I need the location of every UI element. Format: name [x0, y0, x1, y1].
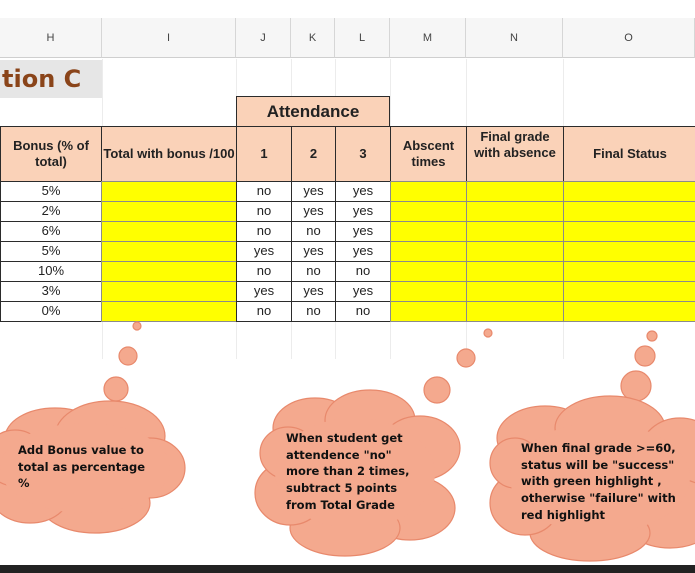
attendance-2-cell[interactable]: no [291, 301, 336, 322]
column-header-m[interactable]: M [390, 18, 466, 58]
column-header-l[interactable]: L [335, 18, 390, 58]
attendance-3-header[interactable]: 3 [335, 126, 391, 182]
attendance-2-cell[interactable]: yes [291, 201, 336, 222]
column-header-o[interactable]: O [563, 18, 695, 58]
final-grade-header[interactable]: Final grade with absence [466, 126, 564, 182]
attendance-2-cell[interactable]: no [291, 261, 336, 282]
total-with-bonus-cell[interactable] [101, 281, 237, 302]
attendance-2-cell[interactable]: yes [291, 181, 336, 202]
total-with-bonus-cell[interactable] [101, 221, 237, 242]
final-grade-cell[interactable] [466, 201, 564, 222]
absent-times-cell[interactable] [390, 181, 467, 202]
column-header-k[interactable]: K [291, 18, 335, 58]
bonus-cell[interactable]: 5% [0, 181, 102, 202]
absent-times-cell[interactable] [390, 281, 467, 302]
final-grade-cell[interactable] [466, 221, 564, 242]
cloud2-bubble-large [424, 377, 450, 403]
bonus-note-text: Add Bonus value to total as percentage % [18, 443, 146, 491]
attendance-2-cell[interactable]: no [291, 221, 336, 242]
final-grade-cell[interactable] [466, 281, 564, 302]
absent-times-header[interactable]: Abscent times [390, 126, 467, 182]
bonus-cell[interactable]: 5% [0, 241, 102, 262]
final-status-cell[interactable] [563, 241, 695, 262]
attendance-note-text: When student get attendence "no" more than 2 times, subtract 5 points from Total Grade [286, 431, 410, 512]
attendance-2-cell[interactable]: yes [291, 281, 336, 302]
total-with-bonus-cell[interactable] [101, 261, 237, 282]
final-status-cell[interactable] [563, 181, 695, 202]
attendance-3-cell[interactable]: yes [335, 221, 391, 242]
total-with-bonus-cell[interactable] [101, 241, 237, 262]
attendance-1-cell[interactable]: yes [236, 281, 292, 302]
final-status-header[interactable]: Final Status [563, 126, 695, 182]
status-note-text: When final grade >=60, status will be "success" with green highlight , otherwise "failure" with red highlight [521, 441, 676, 522]
final-status-cell[interactable] [563, 261, 695, 282]
cloud3-bubble-small [647, 331, 657, 341]
cloud3-bubble-large [621, 371, 651, 401]
section-title: tion C [0, 60, 102, 98]
bonus-cell[interactable]: 3% [0, 281, 102, 302]
column-header-n[interactable]: N [466, 18, 563, 58]
absent-times-cell[interactable] [390, 201, 467, 222]
attendance-3-cell[interactable]: yes [335, 241, 391, 262]
attendance-2-header[interactable]: 2 [291, 126, 336, 182]
bonus-cell[interactable]: 0% [0, 301, 102, 322]
attendance-3-cell[interactable]: yes [335, 181, 391, 202]
absent-times-cell[interactable] [390, 261, 467, 282]
attendance-3-cell[interactable]: no [335, 261, 391, 282]
cloud3-bubble-mid [635, 346, 655, 366]
cloud2-bubble-mid [457, 349, 475, 367]
absent-times-cell[interactable] [390, 221, 467, 242]
attendance-1-cell[interactable]: no [236, 261, 292, 282]
final-grade-cell[interactable] [466, 181, 564, 202]
bonus-header[interactable]: Bonus (% of total) [0, 126, 102, 182]
bonus-cell[interactable]: 10% [0, 261, 102, 282]
column-header-h[interactable]: H [0, 18, 102, 58]
final-status-cell[interactable] [563, 221, 695, 242]
cloud1-bubble-small [133, 322, 141, 330]
absent-times-cell[interactable] [390, 241, 467, 262]
attendance-1-cell[interactable]: no [236, 221, 292, 242]
final-grade-cell[interactable] [466, 241, 564, 262]
final-status-cell[interactable] [563, 281, 695, 302]
cloud1-bubble-large [104, 377, 128, 401]
attendance-1-cell[interactable]: no [236, 201, 292, 222]
attendance-3-cell[interactable]: no [335, 301, 391, 322]
attendance-1-cell[interactable]: no [236, 181, 292, 202]
bonus-cell[interactable]: 2% [0, 201, 102, 222]
total-with-bonus-cell[interactable] [101, 181, 237, 202]
attendance-1-cell[interactable]: yes [236, 241, 292, 262]
total-with-bonus-header[interactable]: Total with bonus /100 [101, 126, 237, 182]
column-header-i[interactable]: I [102, 18, 236, 58]
attendance-2-cell[interactable]: yes [291, 241, 336, 262]
bonus-cell[interactable]: 6% [0, 221, 102, 242]
cloud2-bubble-small [484, 329, 492, 337]
attendance-1-header[interactable]: 1 [236, 126, 292, 182]
top-bar [0, 0, 695, 19]
cloud1-bubble-mid [119, 347, 137, 365]
attendance-header[interactable]: Attendance [236, 96, 390, 127]
bottom-bar [0, 565, 695, 573]
final-grade-cell[interactable] [466, 261, 564, 282]
attendance-3-cell[interactable]: yes [335, 281, 391, 302]
total-with-bonus-cell[interactable] [101, 201, 237, 222]
final-status-cell[interactable] [563, 201, 695, 222]
column-header-j[interactable]: J [236, 18, 291, 58]
attendance-3-cell[interactable]: yes [335, 201, 391, 222]
attendance-1-cell[interactable]: no [236, 301, 292, 322]
